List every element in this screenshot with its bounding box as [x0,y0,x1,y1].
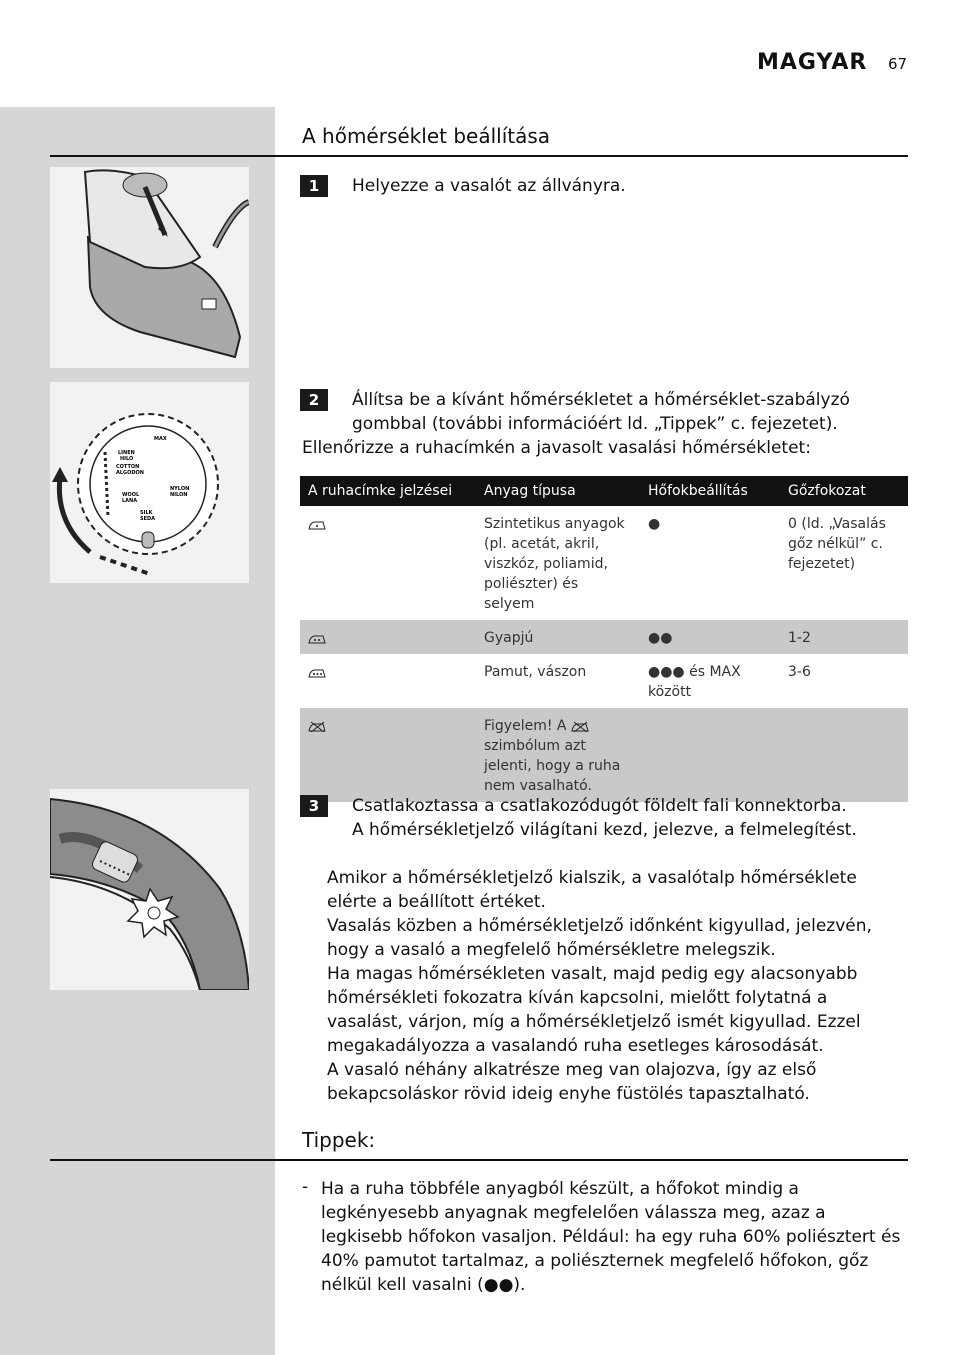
section-title-temperature: A hőmérséklet beállítása [302,124,551,148]
col-header-temperature: Hőfokbeállítás [640,476,780,506]
paragraph-line: Vasalás közben a hőmérsékletjelző időnként kigyullad, jelezvén, [327,916,872,936]
dial-label-algodon: ALGODON [116,470,144,476]
material-cell [476,708,640,802]
section-divider [50,1159,908,1161]
paragraph-line: megakadályozza a vasalandó ruha esetleges károsodását. [327,1036,824,1056]
step-2-line-1: Állítsa be a kívánt hőmérsékletet a hőmérséklet-szabályzó [352,390,850,410]
temp-cell: ●● [640,620,780,654]
dial-label-max: MAX [154,436,167,442]
symbol-cell [300,708,476,802]
tip-text: Ha a ruha többféle anyagból készült, a hőfokot mindig a legkényesebb anyagnak megfelelően válassza meg, azaz a legkisebb hőfokon vasaljon. Például: ha egy ruha 60% poliésztert és 40% pamutot tartalmaz, a poliészternek megfelelő hőfokon, gőz nélkül kell vasalni (●●). [321,1179,901,1295]
paragraph-line: hőmérsékleti fokozatra kíván kapcsolni, mielőtt folytatná a [327,988,828,1008]
paragraph-line: bekapcsoláskor rövid ideig enyhe füstölés tapasztalható. [327,1084,810,1104]
col-header-label-symbols: A ruhacímke jelzései [300,476,476,506]
steam-cell: 0 (ld. „Vasalás gőz nélkül” c. fejezetet) [788,516,886,572]
steam-cell: 3-6 [788,664,811,680]
table-row [300,620,908,654]
material-cell: Pamut, vászon [484,664,587,680]
warning-text-start: Figyelem! A [484,718,567,734]
paragraph-line: hogy a vasaló a megfelelő hőmérsékletre melegszik. [327,940,776,960]
figure-temperature-dial [50,382,249,583]
material-cell: Gyapjú [476,620,640,654]
ironing-settings-table [300,476,908,802]
dial-label-hilo: HILO [120,456,134,462]
step-number-1: 1 [300,175,328,197]
step-3-line-1: Csatlakoztassa a csatlakozódugót földelt fali konnektorba. [352,796,847,816]
dial-label-cotton: COTTON [116,464,140,470]
warning-text-end: szimbólum azt jelenti, hogy a ruha nem vasalható. [484,738,621,794]
iron-crossed-inline-icon [571,721,589,732]
paragraph-line: Amikor a hőmérsékletjelző kialszik, a vasalótalp hőmérséklete [327,868,857,888]
paragraph-line: Ha magas hőmérsékleten vasalt, majd pedig egy alacsonyabb [327,964,858,984]
iron-crossed-icon [308,721,326,732]
dial-label-silk: SILK [140,510,153,516]
dial-label-lana: LANA [122,498,138,504]
tip-bullet: - [302,1177,309,1197]
steam-cell [780,708,908,802]
table-row [300,506,908,620]
page-number: 67 [888,55,908,73]
material-cell: Szintetikus anyagok (pl. acetát, akril, viszkóz, poliamid, poliészter) és selyem [484,516,625,612]
check-label-text: Ellenőrizze a ruhacímkén a javasolt vasalási hőmérsékletet: [302,438,811,458]
paragraph-line: vasalást, várjon, míg a hőmérsékletjelző ismét kigyullad. Ezzel [327,1012,861,1032]
step-3-line-2: A hőmérsékletjelző világítani kezd, jelezve, a felmelegítést. [352,820,857,840]
step-number-3: 3 [300,795,328,817]
table-row [300,654,908,708]
language-header: MAGYAR [757,50,868,75]
symbol-cell [300,654,476,708]
figure-iron-on-stand [50,167,249,368]
temp-cell [640,708,780,802]
col-header-steam: Gőzfokozat [780,476,908,506]
step-1-text: Helyezze a vasalót az állványra. [352,176,626,196]
step-number-2: 2 [300,389,328,411]
iron-3-dot-icon [308,667,326,678]
temp-cell: ● [648,516,661,532]
dial-label-seda: SEDA [140,516,156,522]
dial-label-nilon: NILON [170,492,188,498]
dial-label-linen: LINEN [118,450,135,456]
section-title-tips: Tippek: [302,1128,376,1152]
symbol-cell [300,620,476,654]
steam-cell: 1-2 [780,620,908,654]
table-row [300,708,908,802]
iron-1-dot-icon [308,519,326,530]
table-header-row [300,476,908,506]
iron-2-dot-icon [308,633,326,644]
step-2-line-2: gombbal (további információért ld. „Tippek” c. fejezetet). [352,414,838,434]
paragraph-line: A vasaló néhány alkatrésze meg van olajozva, így az első [327,1060,817,1080]
symbol-cell [300,506,476,620]
figure-temperature-light [50,789,249,990]
dial-label-nylon: NYLON [170,486,190,492]
section-divider [50,155,908,157]
temp-cell: ●●● és MAX között [648,664,741,700]
dial-label-wool: WOOL [122,492,140,498]
col-header-material: Anyag típusa [476,476,640,506]
paragraph-line: elérte a beállított értéket. [327,892,546,912]
